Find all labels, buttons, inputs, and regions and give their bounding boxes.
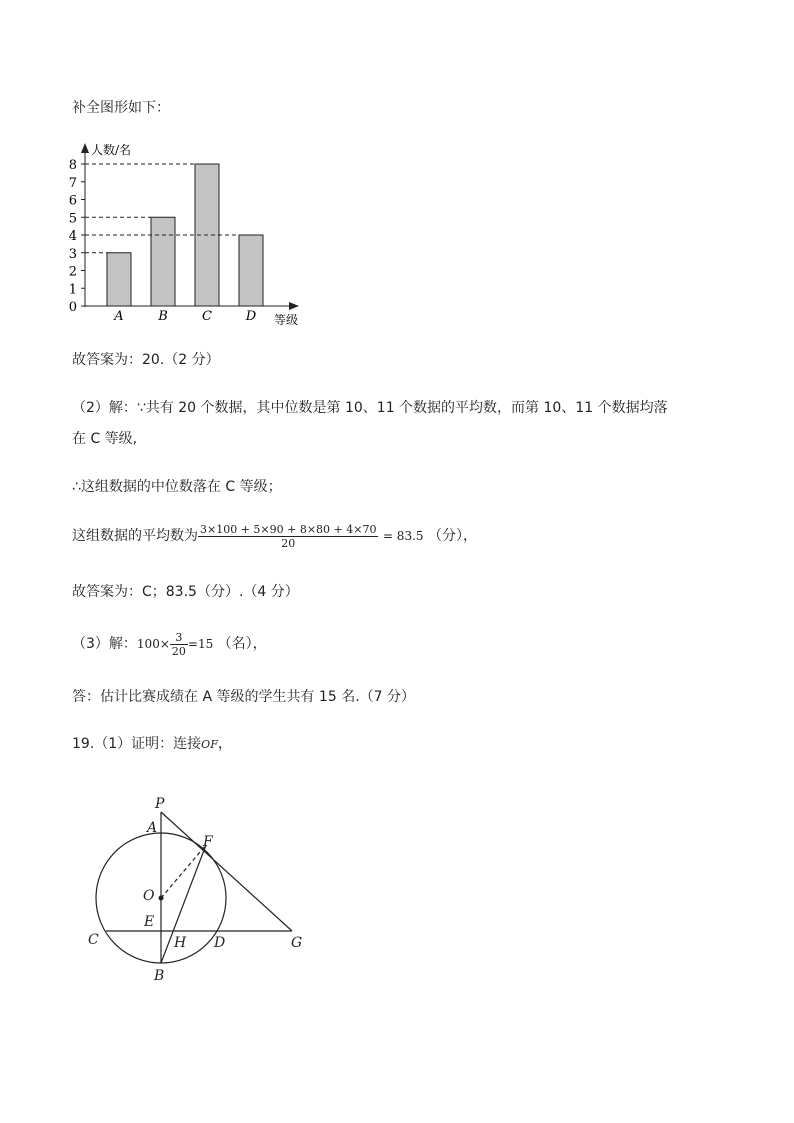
segment-of xyxy=(161,845,206,898)
x-axis-label: 等级 xyxy=(274,313,299,327)
label-h: H xyxy=(174,935,187,951)
q3-formula xyxy=(72,626,267,662)
q2-line-3: ∴这组数据的中位数落在 C 等级； xyxy=(72,479,282,495)
q3-lead: 100× xyxy=(136,637,170,651)
bar-a xyxy=(107,253,131,306)
q3-prefix: （3）解： xyxy=(72,636,137,652)
q3-denominator: 20 xyxy=(171,644,186,658)
y-tick-label: 1 xyxy=(68,282,77,298)
bar-d xyxy=(239,235,263,306)
bar-b xyxy=(151,217,175,306)
x-tick-label: D xyxy=(245,309,257,324)
answer-1: 故答案为：20.（2 分） xyxy=(72,352,220,368)
y-tick-label: 2 xyxy=(68,264,77,280)
label-c: C xyxy=(88,932,99,948)
answer-2: 故答案为：C；83.5（分）.（4 分） xyxy=(72,584,299,600)
y-tick-label: 7 xyxy=(68,175,77,191)
q19-segment: OF xyxy=(201,738,218,751)
y-axis-label: 人数/名 xyxy=(91,143,132,157)
label-o: O xyxy=(143,888,155,904)
q2-line-2: 在 C 等级, xyxy=(72,431,138,447)
mean-result: = 83.5 xyxy=(382,529,424,543)
label-f: F xyxy=(203,834,213,850)
y-tick-label: 6 xyxy=(68,193,77,209)
x-tick-label: C xyxy=(202,309,212,324)
bar-chart xyxy=(55,135,315,335)
x-tick-label: A xyxy=(114,309,124,324)
label-a: A xyxy=(147,820,158,836)
mean-denominator: 20 xyxy=(281,536,296,550)
mean-prefix: 这组数据的平均数为 xyxy=(72,528,198,544)
x-tick-label: B xyxy=(158,309,168,324)
mean-numerator: 3×100 + 5×90 + 8×80 + 4×70 xyxy=(200,522,377,536)
y-tick-label: 8 xyxy=(68,158,77,173)
x-axis-arrow xyxy=(289,302,299,310)
q3-fraction xyxy=(170,631,188,658)
q3-suffix: （名）， xyxy=(217,636,267,652)
q3-numerator: 3 xyxy=(170,631,188,645)
intro-text: 补全图形如下： xyxy=(72,100,170,116)
y-tick-label: 0 xyxy=(68,300,77,315)
q2-line-1: （2）解：∵共有 20 个数据，其中位数是第 10、11 个数据的平均数，而第 10、11 个数据均落 xyxy=(72,400,668,416)
label-p: P xyxy=(155,796,165,812)
label-d: D xyxy=(214,935,226,951)
center-point xyxy=(159,896,164,901)
label-e: E xyxy=(144,914,155,930)
y-tick-label: 5 xyxy=(68,211,77,227)
y-axis-arrow xyxy=(81,143,89,153)
q19-line xyxy=(72,734,232,755)
q19-prefix: 19.（1）证明：连接 xyxy=(72,736,202,752)
mean-formula xyxy=(72,518,477,554)
q3-result: =15 xyxy=(187,637,214,651)
label-b: B xyxy=(154,968,165,984)
y-tick-label: 3 xyxy=(68,246,77,262)
y-tick-label: 4 xyxy=(68,229,77,244)
q19-suffix: ， xyxy=(217,736,232,752)
geometry-figure xyxy=(80,790,320,990)
mean-suffix: （分）， xyxy=(427,528,477,544)
label-g: G xyxy=(291,935,303,951)
answer-3: 答：估计比赛成绩在 A 等级的学生共有 15 名.（7 分） xyxy=(72,689,415,705)
mean-fraction xyxy=(198,523,378,550)
